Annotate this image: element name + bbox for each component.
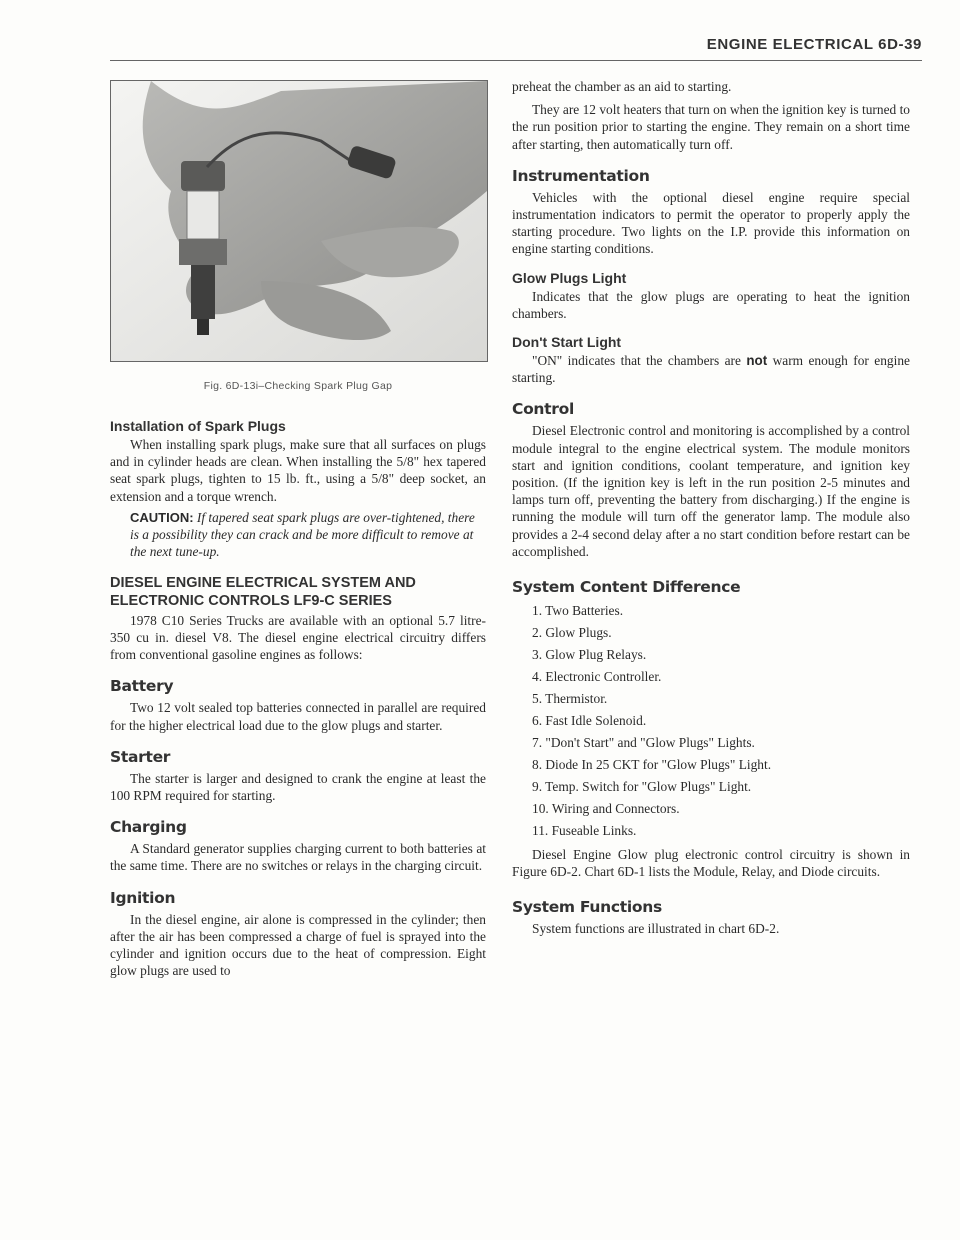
caution-text: If tapered seat spark plugs are over-tightened, there is a possibility they can crack and be more difficult to remove at the next tune-up.: [130, 509, 475, 559]
starter-heading: Starter: [110, 747, 171, 766]
page-header: [110, 34, 922, 61]
preheat-text: preheat the chamber as an aid to starting.: [512, 79, 732, 94]
list-item: 1. Two Batteries.: [532, 603, 624, 619]
caution-note: [130, 509, 486, 560]
glow-plugs-light-heading: Glow Plugs Light: [512, 269, 627, 286]
content-difference-heading: System Content Difference: [512, 578, 741, 597]
list-item: 10. Wiring and Connectors.: [532, 801, 680, 817]
dont-start-light-heading: Don't Start Light: [512, 334, 622, 351]
list-item: 4. Electronic Controller.: [532, 669, 662, 685]
ignition-text: In the diesel engine, air alone is compressed in the cylinder; then after the air has been compressed a charge of fuel is sprayed into the cylinder and ignition occurs due to the heat of compression. Eight glow plugs are used to: [110, 911, 486, 979]
dont-start-text-after: warm enough for engine starting.: [512, 353, 910, 386]
figure-caption: Fig. 6D-13i–Checking Spark Plug Gap: [203, 380, 393, 392]
instrumentation-heading: Instrumentation: [512, 166, 650, 185]
dont-start-bold-word: not: [746, 353, 768, 369]
installation-heading: Installation of Spark Plugs: [110, 418, 286, 434]
control-text: Diesel Electronic control and monitoring is accomplished by a control module integral to the engine electrical system. The module monitors start and ignition conditions, coolant temperature, and ignition key position. (If the ignition key is left in the run position 2-5 minutes and lamps turn off, preventing the battery from discharging.) If the engine is running the module will turn off the generator lamp. The module also provides a 2-4 second delay after a no start condition before restart can be accomplished.: [512, 423, 910, 559]
list-item: 8. Diode In 25 CKT for "Glow Plugs" Light.: [532, 757, 772, 773]
list-item: 2. Glow Plugs.: [532, 625, 612, 641]
installation-text: When installing spark plugs, make sure that all surfaces on plugs and in cylinder heads are clean. When installing the 5/8" hex tapered seat spark plugs, tighten to 15 lb. ft., using a 5/8" deep socket, an extension and a torque wrench.: [110, 437, 486, 504]
left-column: [110, 80, 486, 979]
page-header-title: ENGINE ELECTRICAL 6D-39: [706, 36, 922, 53]
control-heading: Control: [512, 400, 574, 419]
ignition-heading: Ignition: [110, 888, 176, 907]
battery-text: Two 12 volt sealed top batteries connected in parallel are required for the higher electrical load due to the glow plugs and starter.: [110, 700, 486, 733]
diesel-text: 1978 C10 Series Trucks are available with an optional 5.7 litre-350 cu in. diesel V8. The diesel engine electrical circuitry differs from conventional gasoline engines as follows:: [110, 612, 486, 663]
right-column: [512, 78, 910, 938]
charging-text: A Standard generator supplies charging current to both batteries at the same time. There are no switches or relays in the charging circuit.: [110, 841, 486, 874]
spark-plug-gap-photo: [110, 80, 488, 362]
diesel-heading: DIESEL ENGINE ELECTRICAL SYSTEM AND ELECTRONIC CONTROLS LF9-C SERIES: [110, 574, 416, 609]
list-item: 11. Fuseable Links.: [532, 823, 637, 839]
heaters-text: They are 12 volt heaters that turn on when the ignition key is turned to the run position prior to starting the engine. They remain on a short time after starting, then automatically turn off.: [512, 102, 910, 152]
list-item: 3. Glow Plug Relays.: [532, 647, 647, 663]
content-difference-after-text: Diesel Engine Glow plug electronic control circuitry is shown in Figure 6D-2. Chart 6D-1 lists the Module, Relay, and Diode circuits.: [512, 847, 910, 880]
list-item: 5. Thermistor.: [532, 691, 608, 707]
caution-label: CAUTION:: [130, 509, 194, 525]
dont-start-text-before: "ON" indicates that the chambers are: [532, 353, 741, 369]
system-functions-text: System functions are illustrated in chart 6D-2.: [532, 921, 780, 937]
spark-plug-illustration: [111, 81, 487, 361]
list-item: 7. "Don't Start" and "Glow Plugs" Lights.: [532, 735, 755, 751]
glow-plugs-light-text: Indicates that the glow plugs are operating to heat the ignition chambers.: [512, 288, 910, 321]
battery-heading: Battery: [110, 677, 174, 696]
starter-text: The starter is larger and designed to crank the engine at least the 100 RPM required for starting.: [110, 770, 486, 804]
system-functions-heading: System Functions: [512, 898, 662, 917]
dont-start-light-text: [512, 352, 910, 386]
list-item: 6. Fast Idle Solenoid.: [532, 713, 647, 729]
content-difference-list: [512, 600, 910, 842]
instrumentation-text: Vehicles with the optional diesel engine require special instrumentation indicators to permit the operator to properly apply the starting procedure. Two lights on the I.P. provide this information on engine starting conditions.: [512, 189, 910, 257]
list-item: 9. Temp. Switch for "Glow Plugs" Light.: [532, 779, 752, 795]
charging-heading: Charging: [110, 818, 187, 837]
